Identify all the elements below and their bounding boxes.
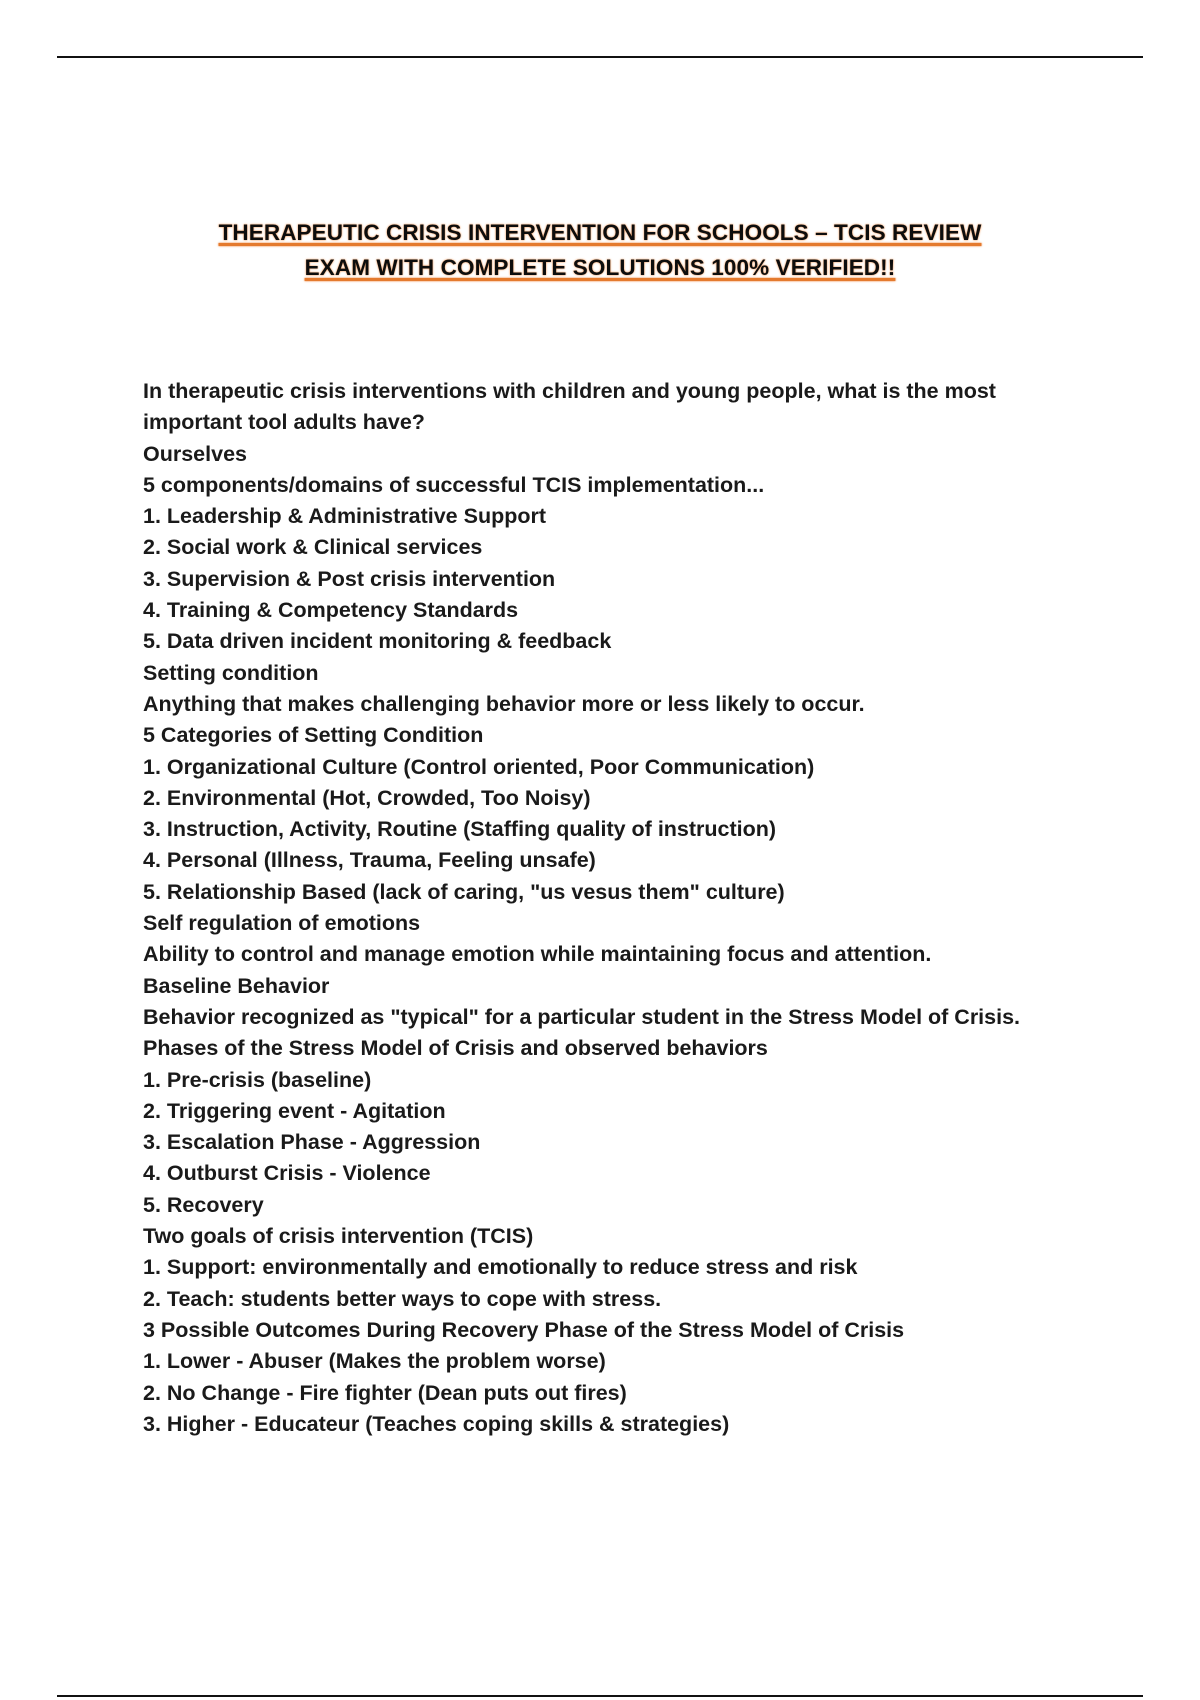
question-text: Self regulation of emotions — [143, 911, 421, 936]
question-text: In therapeutic crisis interventions with children and young people, what is the most important tool adults have? — [143, 379, 996, 435]
list-item: 1. Support: environmentally and emotionally to reduce stress and risk — [143, 1255, 858, 1280]
question-text: Two goals of crisis intervention (TCIS) — [143, 1224, 534, 1249]
list-item: 5. Recovery — [143, 1192, 264, 1217]
question-text: Phases of the Stress Model of Crisis and observed behaviors — [143, 1036, 768, 1061]
question-text: Baseline Behavior — [143, 973, 330, 998]
question-text: 3 Possible Outcomes During Recovery Phase of the Stress Model of Crisis — [143, 1317, 905, 1342]
list-item: 3. Escalation Phase - Aggression — [143, 1130, 481, 1155]
list-item: 1. Leadership & Administrative Support — [143, 504, 546, 529]
list-item: 3. Higher - Educateur (Teaches coping skills & strategies) — [143, 1411, 730, 1436]
list-item: 4. Training & Competency Standards — [143, 598, 519, 623]
list-item: 2. Triggering event - Agitation — [143, 1098, 446, 1123]
title-line-1: THERAPEUTIC CRISIS INTERVENTION FOR SCHOOLS – TCIS REVIEW — [218, 220, 982, 245]
question-text: 5 Categories of Setting Condition — [143, 723, 484, 748]
document-title — [100, 215, 1100, 285]
list-item: 3. Instruction, Activity, Routine (Staffing quality of instruction) — [143, 817, 777, 842]
list-item: 1. Organizational Culture (Control oriented, Poor Communication) — [143, 754, 815, 779]
list-item: 5. Data driven incident monitoring & feedback — [143, 629, 612, 654]
list-item: 4. Personal (Illness, Trauma, Feeling unsafe) — [143, 848, 596, 873]
question-text: 5 components/domains of successful TCIS implementation... — [143, 472, 765, 497]
list-item: 2. Social work & Clinical services — [143, 535, 483, 560]
list-item: 4. Outburst Crisis - Violence — [143, 1161, 431, 1186]
list-item: 2. Teach: students better ways to cope with stress. — [143, 1286, 662, 1311]
top-rule — [57, 56, 1143, 58]
bottom-rule — [57, 1695, 1143, 1697]
answer-text: Behavior recognized as "typical" for a particular student in the Stress Model of Crisis. — [143, 1004, 1021, 1029]
list-item: 1. Pre-crisis (baseline) — [143, 1067, 372, 1092]
answer-text: Ourselves — [143, 441, 247, 466]
list-item: 5. Relationship Based (lack of caring, "us vesus them" culture) — [143, 879, 785, 904]
list-item: 1. Lower - Abuser (Makes the problem worse) — [143, 1349, 606, 1374]
list-item: 2. No Change - Fire fighter (Dean puts out fires) — [143, 1380, 627, 1405]
list-item: 3. Supervision & Post crisis intervention — [143, 566, 556, 591]
answer-text: Anything that makes challenging behavior more or less likely to occur. — [143, 691, 865, 716]
title-line-2: EXAM WITH COMPLETE SOLUTIONS 100% VERIFIED!! — [304, 255, 896, 280]
question-text: Setting condition — [143, 660, 319, 685]
document-body — [143, 376, 1083, 1440]
answer-text: Ability to control and manage emotion while maintaining focus and attention. — [143, 942, 932, 967]
list-item: 2. Environmental (Hot, Crowded, Too Noisy) — [143, 785, 591, 810]
